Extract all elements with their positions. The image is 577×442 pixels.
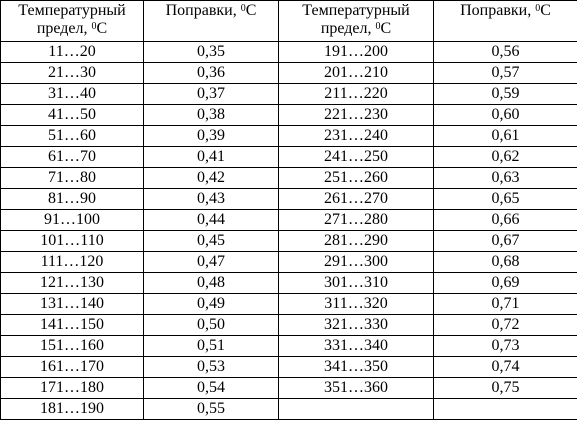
temperature-range-cell: 111…120 [1, 252, 144, 273]
correction-value-cell: 0,57 [434, 63, 577, 84]
temperature-range-cell: 211…220 [279, 84, 434, 105]
temperature-range-cell: 11…20 [1, 42, 144, 63]
correction-value-cell: 0,62 [434, 147, 577, 168]
correction-value-cell: 0,35 [144, 42, 279, 63]
temperature-range-cell: 251…260 [279, 168, 434, 189]
temperature-range-cell: 191…200 [279, 42, 434, 63]
header-range-line1: Температурный [18, 2, 126, 19]
correction-value-cell: 0,36 [144, 63, 279, 84]
temperature-range-cell: 311…320 [279, 294, 434, 315]
correction-value-cell: 0,44 [144, 210, 279, 231]
correction-value-cell: 0,54 [144, 378, 279, 399]
header-range-1 [1, 1, 144, 42]
correction-value-cell: 0,72 [434, 315, 577, 336]
table-body [1, 42, 577, 420]
temperature-range-cell [279, 399, 434, 420]
header-range-line2: предел, [36, 20, 92, 37]
header-correction-1 [144, 1, 279, 42]
temperature-range-cell: 241…250 [279, 147, 434, 168]
table-row [1, 231, 577, 252]
temperature-range-cell: 51…60 [1, 126, 144, 147]
header-correction-2 [434, 1, 577, 42]
temperature-range-cell: 331…340 [279, 336, 434, 357]
header-unit: C [540, 2, 551, 19]
table-row [1, 42, 577, 63]
table-row [1, 168, 577, 189]
temperature-range-cell: 201…210 [279, 63, 434, 84]
table-row [1, 126, 577, 147]
table-row [1, 189, 577, 210]
correction-value-cell: 0,74 [434, 357, 577, 378]
correction-value-cell: 0,51 [144, 336, 279, 357]
degree-superscript: 0 [240, 3, 246, 14]
correction-value-cell: 0,61 [434, 126, 577, 147]
temperature-range-cell: 161…170 [1, 357, 144, 378]
table-row [1, 63, 577, 84]
temperature-range-cell: 291…300 [279, 252, 434, 273]
table-row [1, 105, 577, 126]
temperature-range-cell: 21…30 [1, 63, 144, 84]
temperature-range-cell: 31…40 [1, 84, 144, 105]
correction-value-cell: 0,56 [434, 42, 577, 63]
temperature-range-cell: 231…240 [279, 126, 434, 147]
temperature-range-cell: 171…180 [1, 378, 144, 399]
temperature-range-cell: 121…130 [1, 273, 144, 294]
table-row [1, 210, 577, 231]
header-range-line1: Температурный [302, 2, 410, 19]
temperature-range-cell: 301…310 [279, 273, 434, 294]
degree-superscript: 0 [375, 21, 381, 32]
correction-value-cell: 0,38 [144, 105, 279, 126]
temperature-range-cell: 261…270 [279, 189, 434, 210]
table-row [1, 147, 577, 168]
correction-value-cell: 0,75 [434, 378, 577, 399]
correction-value-cell: 0,49 [144, 294, 279, 315]
table-header-row [1, 1, 577, 42]
correction-value-cell: 0,60 [434, 105, 577, 126]
temperature-range-cell: 141…150 [1, 315, 144, 336]
temperature-range-cell: 321…330 [279, 315, 434, 336]
header-unit: C [96, 20, 108, 37]
temperature-range-cell: 181…190 [1, 399, 144, 420]
table-row [1, 315, 577, 336]
temperature-range-cell: 101…110 [1, 231, 144, 252]
table-row [1, 399, 577, 420]
degree-superscript: 0 [535, 3, 541, 14]
table-row [1, 273, 577, 294]
header-unit: C [380, 20, 392, 37]
header-correction-label: Поправки, [460, 2, 536, 19]
correction-value-cell: 0,37 [144, 84, 279, 105]
temperature-range-cell: 271…280 [279, 210, 434, 231]
correction-value-cell: 0,42 [144, 168, 279, 189]
temperature-range-cell: 221…230 [279, 105, 434, 126]
table-row [1, 378, 577, 399]
table-row [1, 252, 577, 273]
correction-value-cell: 0,39 [144, 126, 279, 147]
correction-value-cell: 0,47 [144, 252, 279, 273]
correction-value-cell: 0,65 [434, 189, 577, 210]
correction-value-cell: 0,41 [144, 147, 279, 168]
temperature-range-cell: 81…90 [1, 189, 144, 210]
correction-value-cell: 0,45 [144, 231, 279, 252]
temperature-range-cell: 71…80 [1, 168, 144, 189]
temperature-range-cell: 61…70 [1, 147, 144, 168]
table-row [1, 336, 577, 357]
degree-superscript: 0 [91, 21, 97, 32]
correction-value-cell: 0,53 [144, 357, 279, 378]
table-row [1, 357, 577, 378]
temperature-range-cell: 341…350 [279, 357, 434, 378]
correction-value-cell: 0,66 [434, 210, 577, 231]
correction-value-cell: 0,63 [434, 168, 577, 189]
temperature-range-cell: 41…50 [1, 105, 144, 126]
correction-value-cell: 0,69 [434, 273, 577, 294]
table-row [1, 294, 577, 315]
correction-value-cell: 0,55 [144, 399, 279, 420]
temperature-range-cell: 281…290 [279, 231, 434, 252]
temperature-range-cell: 151…160 [1, 336, 144, 357]
header-range-2 [279, 1, 434, 42]
correction-value-cell: 0,43 [144, 189, 279, 210]
header-unit: C [245, 2, 257, 19]
temperature-range-cell: 351…360 [279, 378, 434, 399]
correction-value-cell: 0,67 [434, 231, 577, 252]
correction-value-cell: 0,59 [434, 84, 577, 105]
header-range-line2: предел, [320, 20, 376, 37]
temperature-range-cell: 131…140 [1, 294, 144, 315]
correction-value-cell: 0,48 [144, 273, 279, 294]
table-row [1, 84, 577, 105]
correction-value-cell: 0,73 [434, 336, 577, 357]
correction-value-cell: 0,68 [434, 252, 577, 273]
correction-value-cell: 0,50 [144, 315, 279, 336]
correction-value-cell [434, 399, 577, 420]
temperature-range-cell: 91…100 [1, 210, 144, 231]
correction-value-cell: 0,71 [434, 294, 577, 315]
header-correction-label: Поправки, [165, 2, 241, 19]
